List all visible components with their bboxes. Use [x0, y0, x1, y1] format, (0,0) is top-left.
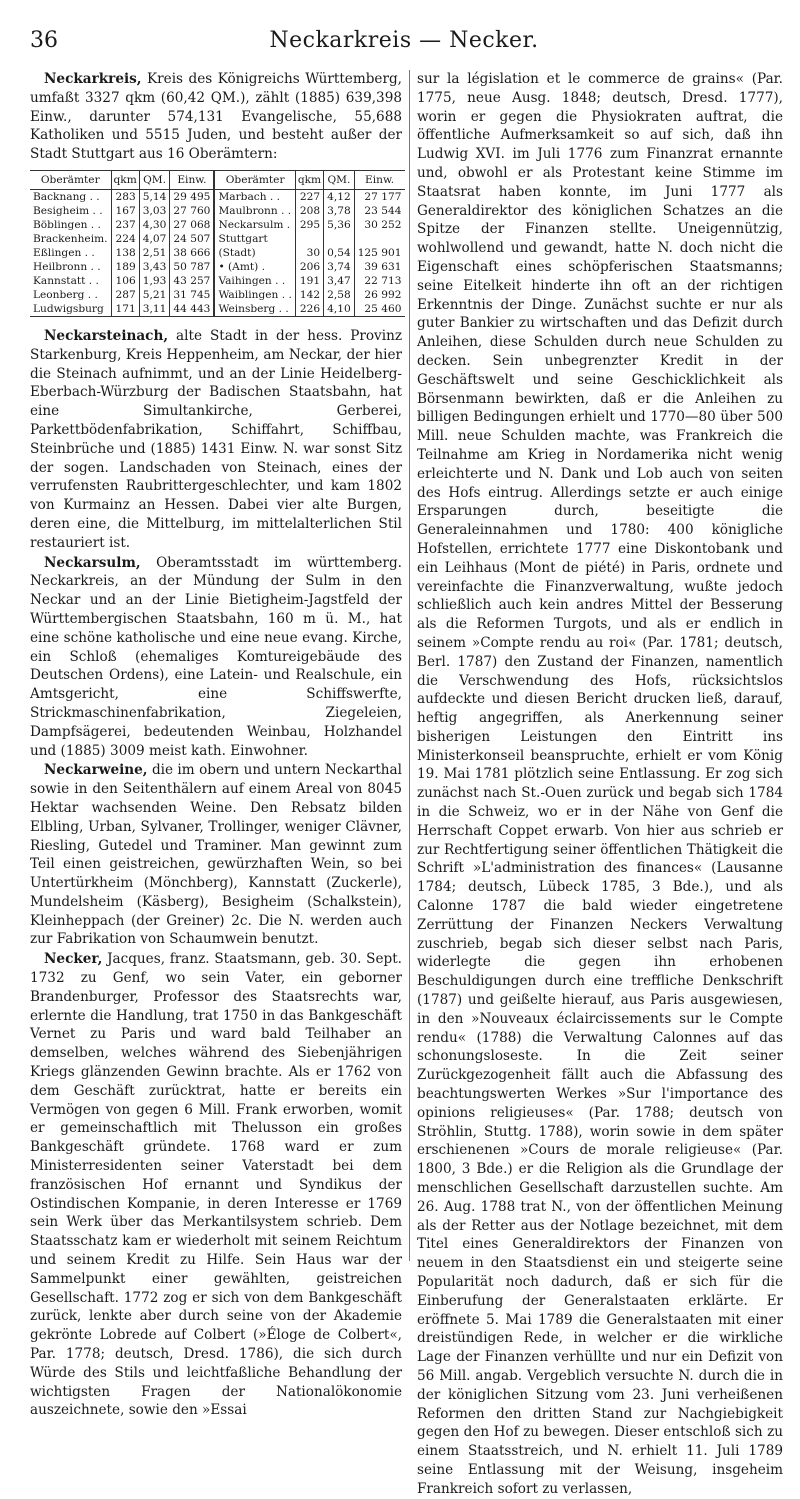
table-cell: 226: [295, 302, 323, 317]
column-header: Oberämter: [214, 170, 295, 189]
table-cell: 3,03: [139, 204, 170, 218]
page-number: 36: [30, 28, 58, 53]
entry-necker: [30, 950, 402, 1420]
table-cell: 24 507: [170, 232, 215, 246]
table-cell: 0,54: [324, 246, 355, 260]
table-cell: 3,43: [139, 260, 170, 274]
table-cell: Leonberg . .: [33, 288, 98, 301]
table-cell: Böblingen . .: [33, 218, 101, 231]
table-cell: Eßlingen . .: [33, 246, 95, 259]
entry-neckarsulm: [30, 554, 402, 761]
table-cell: 138: [111, 246, 139, 260]
column-header: QM.: [324, 170, 355, 189]
table-cell: Neckarsulm .: [214, 218, 295, 232]
table-cell: 43 257: [170, 274, 215, 288]
table-cell: 237: [111, 218, 139, 232]
column-divider: [409, 70, 410, 1261]
running-title: Neckarkreis — Necker.: [269, 28, 539, 53]
table-cell: 39 631: [354, 260, 404, 274]
table-cell: 4,12: [324, 189, 355, 204]
table-row: [30, 232, 405, 246]
table-cell: 30 252: [354, 218, 404, 232]
table-cell: 30: [295, 246, 323, 260]
table-cell: 4,30: [139, 218, 170, 232]
table-cell: 29 495: [170, 189, 215, 204]
headword: Neckarsulm,: [44, 554, 141, 571]
table-cell: Waiblingen . .: [214, 288, 295, 302]
table-row: [30, 274, 405, 288]
entry-necker-continued: sur la législation et le commerce de grains« (Par. 1775, neue Ausg. 1848; deutsch, Dresd. 1777), worin er gegen die Physiokraten auftrat, die öffentliche Aufmerksamkeit so auf sich, daß ihn Ludwig XVI. im Juli 1776 zum Finanzrat ernannte und, obwohl er als Protestant keine Stimme im Staatsrat haben konnte, im Juni 1777 als Generaldirektor des königlichen Schatzes an die Spitze der Finanzen stellte. Uneigennützig, wohlwollend und gewandt, hatte N. doch nicht die Eigenschaft eines schöpferischen Staatsmanns; seine Eitelkeit hinderte ihn oft an der richtigen Erkenntnis der Dinge. Zunächst suchte er nur als guter Bankier zu wirtschaften und das Defizit durch Anleihen, diese Schulden durch neue Schulden zu decken. Sein unbegrenzter Kredit in der Geschäftswelt und seine Geschicklichkeit als Börsenmann bewirkten, daß er die Anleihen zu billigen Bedingungen erhielt und 1770—80 über 500 Mill. neue Schulden machte, was Frankreich die Teilnahme am Krieg in Nordamerika nicht wenig erleichterte und N. Dank und Lob auch von seiten des Hofs eintrug. Allerdings setzte er auch einige Ersparungen durch, beseitigte die Generaleinnahmen und 1780: 400 königliche Hofstellen, errichtete 1777 eine Diskontobank und ein Leihhaus (Mont de piété) in Paris, ordnete und vereinfachte die Finanzverwaltung, wußte jedoch schließlich auch kein andres Mittel der Besserung als die Reformen Turgots, und als er endlich in seinem »Compte rendu au roi« (Par. 1781; deutsch, Berl. 1787) den Zustand der Finanzen, namentlich die Verschwendung des Hofs, rücksichtslos aufdeckte und diesen Bericht drucken ließ, darauf, heftig angegriffen, als Anerkennung seiner bisherigen Leistungen den Eintritt ins Ministerkonseil beanspruchte, erhielt er vom König 19. Mai 1781 plötzlich seine Entlassung. Er zog sich zunächst nach St.-Ouen zurück und begab sich 1784 in die Schweiz, wo er in der Nähe von Genf die Herrschaft Coppet erwarb. Von hier aus schrieb er zur Rechtfertigung seiner öffentlichen Thätigkeit die Schrift »L'administration des finances« (Lausanne 1784; deutsch, Lübeck 1785, 3 Bde.), und als Calonne 1787 die bald wieder eingetretene Zerrüttung der Finanzen Neckers Verwaltung zuschrieb, begab sich dieser selbst nach Paris, widerlegte die gegen ihn erhobenen Beschuldigungen durch eine treffliche Denkschrift (1787) und geißelte hierauf, aus Paris ausgewiesen, in den »Nouveaux éclaircissements sur le Compte rendu« (1788) die Verwaltung Calonnes auf das schonungsloseste. In die Zeit seiner Zurückgezogenheit fällt auch die Abfassung des beachtungswerten Werkes »Sur l'importance des opinions religieuses« (Par. 1788; deutsch von Ströhlin, Stuttg. 1788), worin sowie in dem später erschienenen »Cours de morale religieuse« (Par. 1800, 3 Bde.) er die Religion als die Grundlage der menschlichen Gesellschaft darzustellen suchte. Am 26. Aug. 1788 trat N., von der öffentlichen Meinung als der Retter aus der Notlage bezeichnet, mit dem Titel eines Generaldirektors der Finanzen von neuem in den Staatsdienst ein und steigerte seine Popularität noch dadurch, daß er sich für die Einberufung der Generalstaaten erklärte. Er eröffnete 5. Mai 1789 die Generalstaaten mit einer dreistündigen Rede, in welcher er die wirkliche Lage der Finanzen verhüllte und nur ein Defizit von 56 Mill. angab. Vergeblich versuchte N. durch die in der königlichen Sitzung vom 23. Juni verheißenen Reformen den dritten Stand zur Nachgiebigkeit gegen den Hof zu bewegen. Dieser entschloß sich zu einem Staatsstreich, und N. erhielt 11. Juli 1789 seine Entlassung mit der Weisung, insgeheim Frankreich sofort zu verlassen,: [417, 71, 783, 1497]
entry-text: Oberamtsstadt im württemberg. Neckarkreis, an der Mündung der Sulm in den Neckar und an der Linie Bietigheim-Jagstfeld der Württembergischen Staatsbahn, 160 m ü. M., hat eine schöne katholische und eine neue evang. Kirche, ein Schloß (ehemaliges Komtureigebäude des Deutschen Ordens), eine Latein- und Realschule, ein Amtsgericht, eine Schiffswerfte, Strickmaschinenfabrikation, Ziegeleien, Dampfsägerei, bedeutenden Weinbau, Holzhandel und (1885) 3009 meist kath. Einwohner.: [30, 554, 402, 759]
entry-text: Jacques, franz. Staatsmann, geb. 30. Sept. 1732 zu Genf, wo sein Vater, ein geborner Brandenburger, Professor des Staatsrechts war, erlernte die Handlung, trat 1750 in das Bankgeschäft Vernet zu Paris und ward bald Teilhaber an demselben, welches während des Siebenjährigen Kriegs glänzenden Gewinn brachte. Als er 1762 von dem Geschäft zurücktrat, hatte er bereits ein Vermögen von gegen 6 Mill. Frank erworben, womit er gemeinschaftlich mit Thelusson ein großes Bankgeschäft gründete. 1768 ward er zum Ministerresidenten seiner Vaterstadt bei dem französischen Hof ernannt und Syndikus der Ostindischen Kompanie, in deren Interesse er 1769 sein Werk über das Merkantilsystem schrieb. Dem Staatsschatz kam er wiederholt mit seinem Reichtum und seinem Kredit zu Hilfe. Sein Haus war der Sammelpunkt einer gewählten, geistreichen Gesellschaft. 1772 zog er sich von dem Bankgeschäft zurück, lenkte aber durch seine von der Akademie gekrönte Lobrede auf Colbert (»Éloge de Colbert«, Par. 1778; deutsch, Dresd. 1786), die sich durch Würde des Stils und leichtfaßliche Behandlung der wichtigsten Fragen der Nationalökonomie auszeichnete, sowie den »Essai: [30, 951, 402, 1419]
table-cell: 23 544: [354, 204, 404, 218]
table-cell: 3,11: [139, 302, 170, 317]
table-cell: 206: [295, 260, 323, 274]
table-cell: 50 787: [170, 260, 215, 274]
headword: Neckarsteinach,: [44, 327, 169, 344]
table-cell: 106: [111, 274, 139, 288]
table-row: [30, 260, 405, 274]
table-cell: 189: [111, 260, 139, 274]
table-cell: 295: [295, 218, 323, 232]
right-column: [417, 70, 783, 1497]
page-header: [30, 28, 778, 58]
table-cell: Besigheim . .: [33, 204, 103, 217]
table-cell: 5,14: [139, 189, 170, 204]
table-cell: [295, 232, 323, 246]
table-cell: [324, 232, 355, 246]
table-cell: Ludwigsburg: [33, 302, 104, 315]
table-cell: 5,21: [139, 288, 170, 302]
entry-neckarsteinach: [30, 327, 402, 553]
table-cell: Kannstatt . .: [33, 274, 99, 287]
table-cell: 31 745: [170, 288, 215, 302]
table-cell: 125 901: [354, 246, 404, 260]
table-row: [30, 302, 405, 317]
table-cell: 2,51: [139, 246, 170, 260]
table-row: [30, 204, 405, 218]
table-body: [30, 189, 405, 316]
entry-neckarkreis: [30, 70, 402, 164]
table-cell: Heilbronn . .: [33, 260, 101, 273]
table-cell: 4,10: [324, 302, 355, 317]
table-cell: • (Amt) .: [214, 260, 295, 274]
table-cell: 27 760: [170, 204, 215, 218]
table-cell: 208: [295, 204, 323, 218]
column-header: Einw.: [354, 170, 404, 189]
table-cell: 142: [295, 288, 323, 302]
table-cell: Maulbronn . .: [214, 204, 295, 218]
column-header: QM.: [139, 170, 170, 189]
table-cell: 224: [111, 232, 139, 246]
table-row: [30, 246, 405, 260]
headword: Neckarweine,: [44, 762, 148, 779]
column-header: qkm: [111, 170, 139, 189]
entry-text: Kreis des Königreichs Württemberg, umfaßt 3327 qkm (60,42 QM.), zählt (1885) 639,398 Einw., darunter 574,131 Evangelische, 55,688 Katholiken und 5515 Juden, und besteht außer der Stadt Stuttgart aus 16 Oberämtern:: [30, 71, 402, 163]
table-cell: Backnang . .: [33, 190, 100, 203]
table-cell: 5,36: [324, 218, 355, 232]
table-cell: 171: [111, 302, 139, 317]
table-header-row: [30, 170, 405, 189]
table-cell: 38 666: [170, 246, 215, 260]
left-column: [30, 70, 402, 1419]
table-cell: 3,47: [324, 274, 355, 288]
column-header: Einw.: [170, 170, 215, 189]
table-cell: Brackenheim.: [33, 232, 108, 245]
table-cell: 287: [111, 288, 139, 302]
table-cell: 191: [295, 274, 323, 288]
table-cell: Marbach . .: [214, 189, 295, 204]
table-cell: 227: [295, 189, 323, 204]
column-header: qkm: [295, 170, 323, 189]
table-cell: 27 177: [354, 189, 404, 204]
headword: Necker,: [44, 951, 103, 968]
table-cell: 4,07: [139, 232, 170, 246]
table-cell: Stuttgart: [214, 232, 295, 246]
table-row: [30, 189, 405, 204]
headword: Neckarkreis,: [44, 71, 142, 87]
table-cell: 25 460: [354, 302, 404, 317]
entry-text: alte Stadt in der hess. Provinz Starkenburg, Kreis Heppenheim, am Neckar, der hier die Steinach aufnimmt, und an der Linie Heidelberg-Eberbach-Würzburg der Badischen Staatsbahn, hat eine Simultankirche, Gerberei, Parkettbödenfabrikation, Schiffahrt, Schiffbau, Steinbrüche und (1885) 1431 Einw. N. war sonst Sitz der sogen. Landschaden von Steinach, eines der verrufensten Raubrittergeschlechter, und kam 1802 von Kurmainz an Hessen. Dabei vier alte Burgen, deren eine, die Mittelburg, im mittelalterlichen Stil restauriert ist.: [30, 327, 402, 551]
table-cell: 283: [111, 189, 139, 204]
table-cell: 167: [111, 204, 139, 218]
table-cell: (Stadt): [214, 246, 295, 260]
table-cell: [354, 232, 404, 246]
table-cell: 3,78: [324, 204, 355, 218]
table-cell: 3,74: [324, 260, 355, 274]
table-row: [30, 288, 405, 302]
table-cell: Weinsberg . .: [214, 302, 295, 317]
table-cell: 22 713: [354, 274, 404, 288]
table-cell: 27 068: [170, 218, 215, 232]
entry-neckarweine: [30, 761, 402, 949]
table-cell: 2,58: [324, 288, 355, 302]
entry-text: die im obern und untern Neckarthal sowie in den Seitenthälern auf einem Areal von 8045 Hektar wachsenden Weine. Den Rebsatz bilden Elbling, Urban, Sylvaner, Trollinger, weniger Clävner, Riesling, Gutedel und Traminer. Man gewinnt zum Teil einen geistreichen, gewürzhaften Wein, so bei Untertürkheim (Mönchberg), Kannstatt (Zuckerle), Mundelsheim (Käsberg), Besigheim (Schalkstein), Kleinheppach (der Greiner) 2c. Die N. werden auch zur Fabrikation von Schaumwein benutzt.: [30, 762, 402, 948]
table-row: [30, 218, 405, 232]
table-cell: Vaihingen . .: [214, 274, 295, 288]
table-cell: 26 992: [354, 288, 404, 302]
table-cell: 1,93: [139, 274, 170, 288]
table-cell: 44 443: [170, 302, 215, 317]
column-header: Oberämter: [30, 170, 111, 189]
oberaemter-table: [30, 170, 405, 317]
